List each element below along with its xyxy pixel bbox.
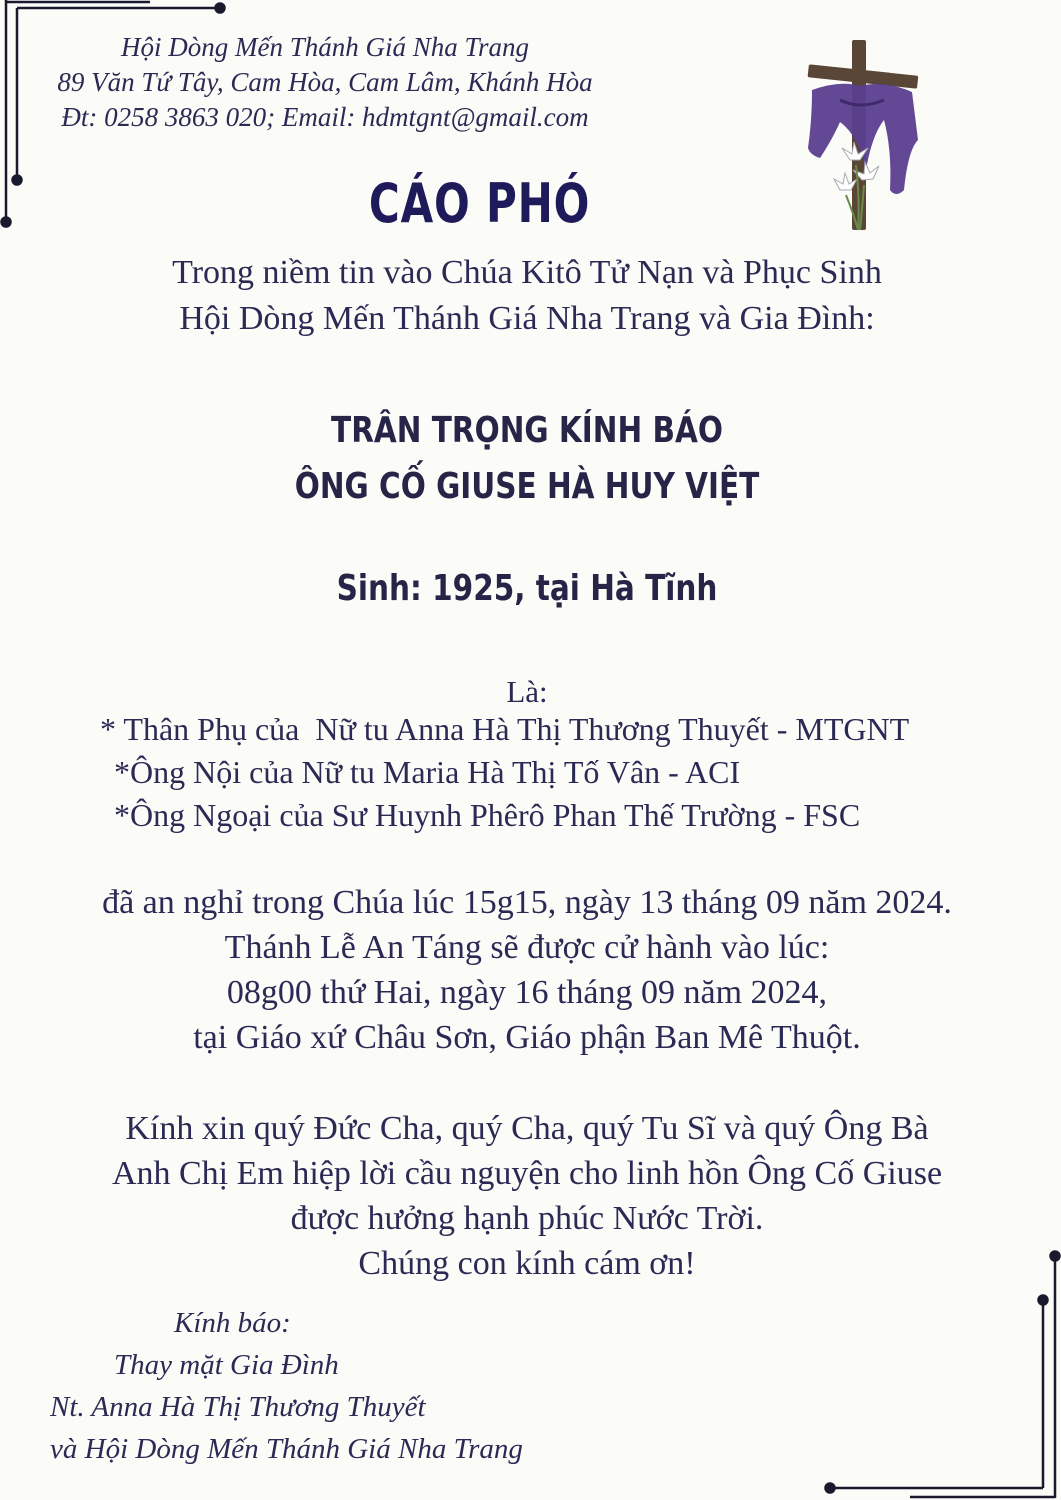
prayer-line: Kính xin quý Đức Cha, quý Cha, quý Tu Sĩ và quý Ông Bà (125, 1110, 929, 1147)
passing-line: Thánh Lễ An Táng sẽ được cử hành vào lúc: (224, 929, 830, 966)
relation-item: * Thân Phụ của Nữ tu Anna Hà Thị Thương Thuyết - MTGNT (100, 711, 910, 747)
deceased-name: ÔNG CỐ GIUSE HÀ HUY VIỆT (294, 466, 760, 507)
announcement-line: TRÂN TRỌNG KÍNH BÁO (331, 410, 723, 451)
birth-info: Sinh: 1925, tại Hà Tĩnh (336, 568, 718, 609)
passing-line: 08g00 thứ Hai, ngày 16 tháng 09 năm 2024, (226, 974, 828, 1011)
relation-item: *Ông Ngoại của Sư Huynh Phêrô Phan Thế Trường - FSC (114, 797, 861, 833)
announcement-heading (95, 403, 959, 515)
relation-item: *Ông Nội của Nữ tu Maria Hà Thị Tố Vân - ACI (114, 754, 741, 790)
prayer-request (0, 1106, 1054, 1286)
organization-header (20, 30, 630, 135)
signature-line: Nt. Anna Hà Thị Thương Thuyết (50, 1391, 426, 1423)
relations-list (100, 708, 909, 837)
prayer-line: được hưởng hạnh phúc Nước Trời. (290, 1200, 764, 1237)
organization-name: Hội Dòng Mến Thánh Giá Nha Trang (120, 32, 530, 62)
funeral-details (0, 880, 1054, 1060)
signature-line: Kính báo: (174, 1307, 291, 1339)
passing-line: tại Giáo xứ Châu Sơn, Giáo phận Ban Mê Thuột. (193, 1019, 861, 1056)
intro-line: Hội Dòng Mến Thánh Giá Nha Trang và Gia Đình: (179, 300, 875, 337)
prayer-line: Chúng con kính cám ơn! (358, 1245, 696, 1282)
signature-line: Thay mặt Gia Đình (114, 1349, 339, 1381)
prayer-line: Anh Chị Em hiệp lời cầu nguyện cho linh hồn Ông Cố Giuse (111, 1155, 943, 1192)
organization-address: 89 Văn Tứ Tây, Cam Hòa, Cam Lâm, Khánh Hòa (57, 67, 593, 97)
passing-line: đã an nghỉ trong Chúa lúc 15g15, ngày 13 tháng 09 năm 2024. (102, 884, 952, 921)
page-title: CÁO PHÓ (368, 172, 591, 235)
signature-block (50, 1302, 523, 1470)
organization-contact: Đt: 0258 3863 020; Email: hdmtgnt@gmail.com (61, 102, 589, 132)
relations-label: Là: (506, 674, 548, 709)
signature-line: và Hội Dòng Mến Thánh Giá Nha Trang (50, 1433, 523, 1465)
intro-text (0, 250, 1054, 342)
intro-line: Trong niềm tin vào Chúa Kitô Tử Nạn và Phục Sinh (172, 254, 882, 291)
